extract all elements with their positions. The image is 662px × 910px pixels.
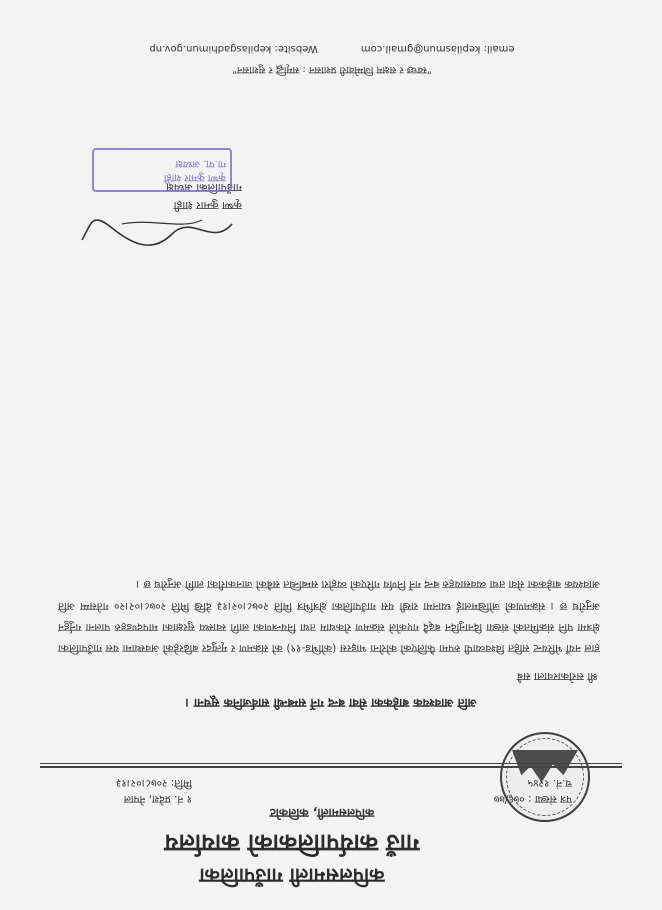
subject-line: अति आवश्यक बाहेकका सेवा बन्द गर्ने सम्बन्धी सार्वजनिक सूचना ।: [185, 696, 477, 710]
municipality-name: कपिलसमाली गाउँपालिका: [199, 864, 385, 888]
stamp-line-name: कृष्ण कुमार शाही: [163, 172, 226, 183]
header-divider-thin: [40, 763, 622, 764]
ward-office: कपिलसमाली, कलिकोट: [269, 806, 375, 820]
chalani-number: च.नं. १२४५: [527, 777, 572, 789]
footer-slogan: "स्वच्छ र सक्षम जिम्मेवारी प्रशासन : समृद्धि र सुशासन": [232, 64, 432, 75]
footer-email: email: kepilasmun@gmail.com: [360, 43, 515, 54]
footer-website: Website: kepilasgadhimun.gov.np: [149, 43, 318, 54]
official-stamp: [92, 148, 232, 192]
stamp-line-title: गा.पा. अध्यक्ष: [175, 158, 226, 169]
footer-contact: [102, 43, 562, 54]
header-divider: [40, 766, 622, 768]
patra-sankhya: पत्र संख्या : ०७६/७७: [493, 793, 572, 805]
date: मिति: २०७८।०२।१३: [115, 777, 192, 789]
office-name: गाउँ कार्यपालिकाको कार्यालय: [164, 829, 420, 858]
signatory-designation: गाउँपालिका अध्यक्ष: [165, 181, 242, 194]
address: १ नं. प्रदेश, नेपाल: [123, 793, 192, 805]
body-paragraph: हाल नयाँ भेरियन्ट सहित विश्वव्यापी रुपमा फैलिएको कोरोना भाइरस (कोभिड-१९) को संक्रमण र मृत्युदर बढिरहेको अवस्थामा यस गाउँपालिका क्षेत्रमा पनि संक्रमितको संख्या दिनानुदिन बढ्दै गएकोले संक्रमण रोकथाम तथा नियन्त्रणका लागि स्वास्थ्य सुरक्षाका मापदण्डहरु पालना गर्नुहुन अनुरोध छ । संक्रमणको जोखिमलाई ध्यानमा राखी यस गाउँपालिका क्षेत्रभित्र मिति २०७८।०२।१३ देखि मिति २०७८।०२।२० गतेसम्म अति आवश्यक बाहेकका सेवा तथा व्यवसायहरु बन्द गर्ने निर्णय गरिएको व्यहोरा सम्बन्धित सबैको जानकारीका लागि अनुरोध छ ।: [58, 578, 600, 654]
signatory-name: कृष्ण कुमार शाही: [173, 199, 242, 212]
addressee: श्री सरोकारवाला सबै: [516, 670, 598, 683]
signature: [72, 212, 242, 252]
